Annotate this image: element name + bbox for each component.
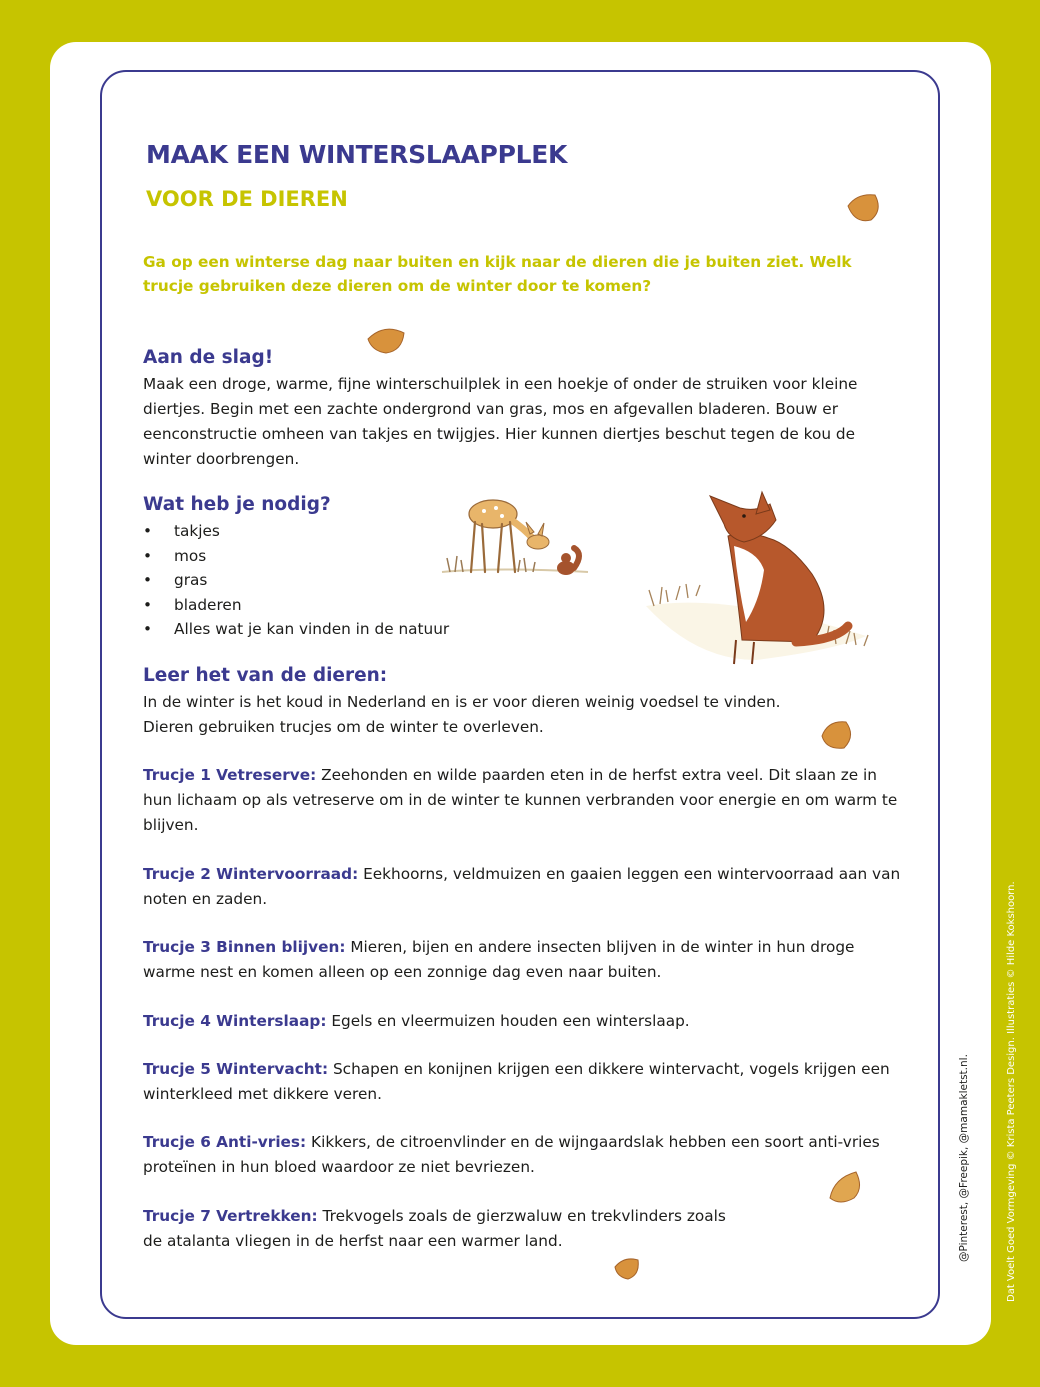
bullet-icon: • bbox=[143, 571, 153, 589]
trucje-label: Trucje 4 Winterslaap: bbox=[143, 1012, 327, 1030]
trucje-7: Trucje 7 Vertrekken: Trekvogels zoals de gierzwaluw en trekvlinders zoals de atalanta vliegen in de herfst naar een warmer land. bbox=[143, 1207, 726, 1250]
bullet-icon: • bbox=[143, 595, 153, 614]
heading-leer-het-van-de-dieren: Leer het van de dieren: bbox=[143, 665, 388, 686]
page-title: MAAK EEN WINTERSLAAPPLEK bbox=[146, 140, 568, 169]
trucje-1: Trucje 1 Vetreserve: Zeehonden en wilde paarden eten in de herfst extra veel. Dit slaan ze in hun lichaam op als vetreserve om in de winter te kunnen verbranden voor energie en om warm te blijven. bbox=[143, 766, 898, 834]
trucje-5: Trucje 5 Wintervacht: Schapen en konijnen krijgen een dikkere wintervacht, vogels krijgen een winterkleed met dikkere veren. bbox=[143, 1060, 890, 1103]
leaf-icon bbox=[612, 1255, 642, 1281]
bullet-icon: • bbox=[143, 620, 153, 638]
leaf-icon bbox=[366, 325, 408, 355]
list-item: • mos bbox=[143, 544, 449, 569]
trucje-label: Trucje 3 Binnen blijven: bbox=[143, 938, 346, 956]
list-item: • bladeren bbox=[143, 593, 449, 618]
bullet-icon: • bbox=[143, 546, 153, 565]
fawn-and-squirrel-illustration bbox=[438, 488, 598, 588]
trucje-label: Trucje 6 Anti-vries: bbox=[143, 1133, 307, 1151]
leaf-icon bbox=[845, 192, 883, 224]
heading-aan-de-slag: Aan de slag! bbox=[143, 347, 274, 368]
list-item: • Alles wat je kan vinden in de natuur bbox=[143, 617, 449, 642]
list-item: • gras bbox=[143, 568, 449, 593]
trucje-label: Trucje 5 Wintervacht: bbox=[143, 1060, 329, 1078]
trucje-4: Trucje 4 Winterslaap: Egels en vleermuizen houden een winterslaap. bbox=[143, 1012, 690, 1030]
page-subtitle: VOOR DE DIEREN bbox=[146, 187, 348, 211]
trucje-2: Trucje 2 Wintervoorraad: Eekhoorns, veldmuizen en gaaien leggen een wintervoorraad aan van noten en zaden. bbox=[143, 865, 901, 908]
bullet-icon: • bbox=[143, 522, 153, 540]
leaf-icon bbox=[826, 1168, 866, 1206]
trucje-3: Trucje 3 Binnen blijven: Mieren, bijen en andere insecten blijven in de winter in hun droge warme nest en komen alleen op een zonnige dag even naar buiten. bbox=[143, 938, 855, 981]
design-credits: Dat Voelt Goed Vormgeving © Krista Peeters Design. Illustraties © Hilde Kokshoorn. bbox=[1006, 881, 1017, 1302]
trucje-label: Trucje 7 Vertrekken: bbox=[143, 1207, 318, 1225]
fox-illustration bbox=[636, 490, 898, 665]
intro-text: Ga op een winterse dag naar buiten en kijk naar de dieren die je buiten ziet. Welk trucje gebruiken deze dieren om de winter door te komen? bbox=[143, 253, 852, 295]
list-item: • takjes bbox=[143, 519, 449, 544]
aan-de-slag-text: Maak een droge, warme, fijne winterschuilplek in een hoekje of onder de struiken voor kleine diertjes. Begin met een zachte ondergrond van gras, mos en afgevallen bladeren. Bouw er eenconstructie omheen van takjes en twijgjes. Hier kunnen diertjes beschut tegen de kou de winter doorbrengen. bbox=[143, 375, 858, 468]
needs-list bbox=[143, 519, 449, 642]
leaf-icon bbox=[818, 718, 856, 752]
image-credits: @Pinterest, @Freepik, @mamakletst.nl. bbox=[958, 1054, 970, 1262]
trucje-label: Trucje 2 Wintervoorraad: bbox=[143, 865, 359, 883]
heading-wat-heb-je-nodig: Wat heb je nodig? bbox=[143, 494, 331, 515]
leer-text: In de winter is het koud in Nederland en is er voor dieren weinig voedsel te vinden. Dieren gebruiken trucjes om de winter te overleven. bbox=[143, 693, 781, 736]
trucje-label: Trucje 1 Vetreserve: bbox=[143, 766, 317, 784]
trucje-6: Trucje 6 Anti-vries: Kikkers, de citroenvlinder en de wijngaardslak hebben een soort anti-vries proteïnen in hun bloed waardoor ze niet bevriezen. bbox=[143, 1133, 880, 1176]
